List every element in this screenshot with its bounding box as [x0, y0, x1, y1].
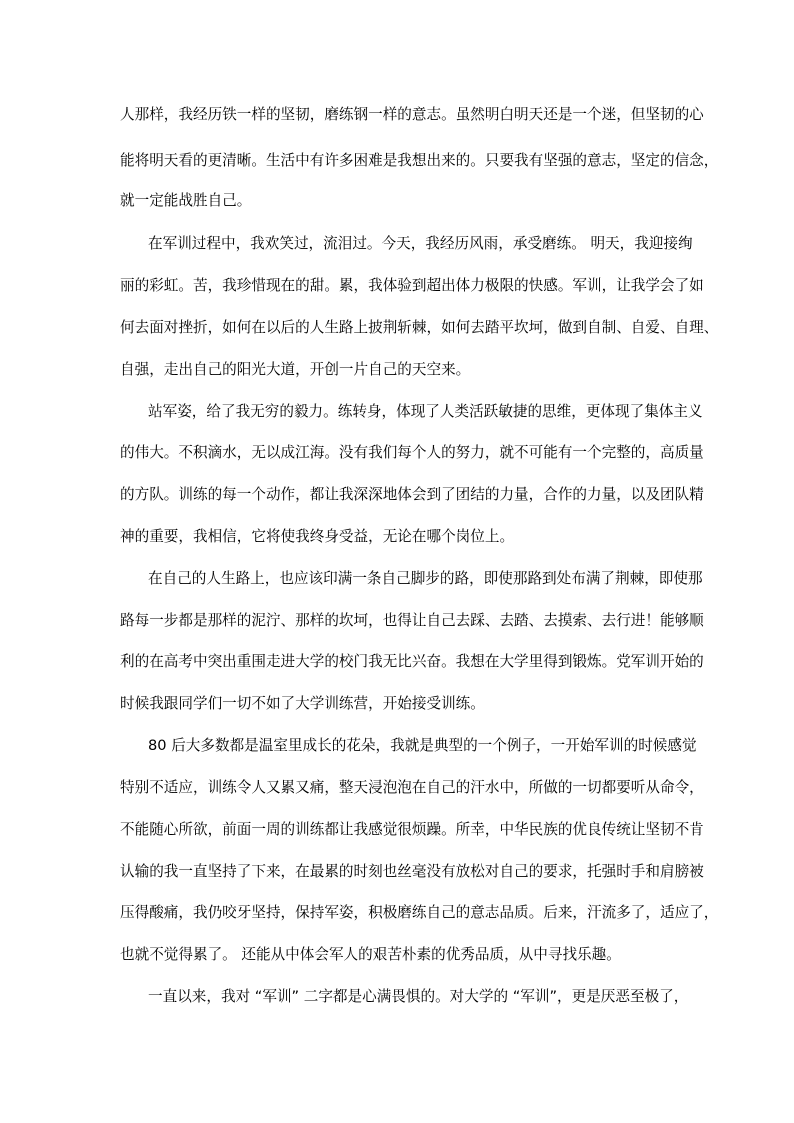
text-line: 一直以来，我对 “军训” 二字都是心满畏惧的。对大学的 “军训”，更是厌恶至极了， [148, 988, 689, 1005]
text-line: 的方队。训练的每一个动作，都让我深深地体会到了团结的力量，合作的力量，以及团队精 [120, 486, 704, 503]
text-line: 80 后大多数都是温室里成长的花朵，我就是典型的一个例子，一开始军训的时候感觉 [148, 737, 697, 754]
text-line: 路每一步都是那样的泥泞、那样的坎坷，也得让自己去踩、去踏、去摸索、去行进！能够顺 [120, 612, 704, 629]
text-line: 压得酸痛，我仍咬牙坚持，保持军姿，积极磨练自己的意志品质。后来，汗流多了，适应了， [120, 904, 719, 921]
text-line: 不能随心所欲，前面一周的训练都让我感觉很烦躁。所幸，中华民族的优良传统让坚韧不肯 [120, 821, 704, 838]
text-line: 在军训过程中，我欢笑过，流泪过。今天，我经历风雨，承受磨练。 明天，我迎接绚 [148, 235, 693, 252]
text-line: 的伟大。不积滴水，无以成江海。没有我们每个人的努力，就不可能有一个完整的，高质量 [120, 444, 704, 461]
text-line: 就一定能战胜自己。 [120, 192, 252, 209]
text-line: 丽的彩虹。苦，我珍惜现在的甜。累，我体验到超出体力极限的快感。军训，让我学会了如 [120, 277, 704, 294]
text-line: 特别不适应，训练令人又累又痛，整天浸泡泡在自己的汗水中，所做的一切都要听从命令， [120, 779, 704, 796]
text-line: 也就不觉得累了。 还能从中体会军人的艰苦朴素的优秀品质，从中寻找乐趣。 [120, 946, 621, 963]
text-line: 利的在高考中突出重围走进大学的校门我无比兴奋。我想在大学里得到锻炼。党军训开始的 [120, 653, 704, 670]
text-line: 何去面对挫折，如何在以后的人生路上披荆斩棘，如何去踏平坎坷，做到自制、自爱、自理、 [120, 319, 719, 336]
text-line: 自强，走出自己的阳光大道，开创一片自己的天空来。 [120, 361, 471, 378]
text-line: 能将明天看的更清晰。生活中有许多困难是我想出来的。只要我有坚强的意志，坚定的信念， [120, 152, 719, 169]
text-line: 时候我跟同学们一切不如了大学训练营，开始接受训练。 [120, 695, 485, 712]
text-line: 站军姿，给了我无穷的毅力。练转身，体现了人类活跃敏捷的思维，更体现了集体主义 [148, 403, 703, 420]
text-line: 人那样，我经历铁一样的坚韧，磨练钢一样的意志。虽然明白明天还是一个迷，但坚韧的心 [120, 106, 704, 123]
text-line: 神的重要，我相信，它将使我终身受益，无论在哪个岗位上。 [120, 528, 515, 545]
text-line: 认输的我一直坚持了下来，在最累的时刻也丝毫没有放松对自己的要求，托强时手和肩膀被 [120, 863, 704, 880]
text-line: 在自己的人生路上，也应该印满一条自己脚步的路，即使那路到处布满了荆棘，即使那 [148, 570, 703, 587]
